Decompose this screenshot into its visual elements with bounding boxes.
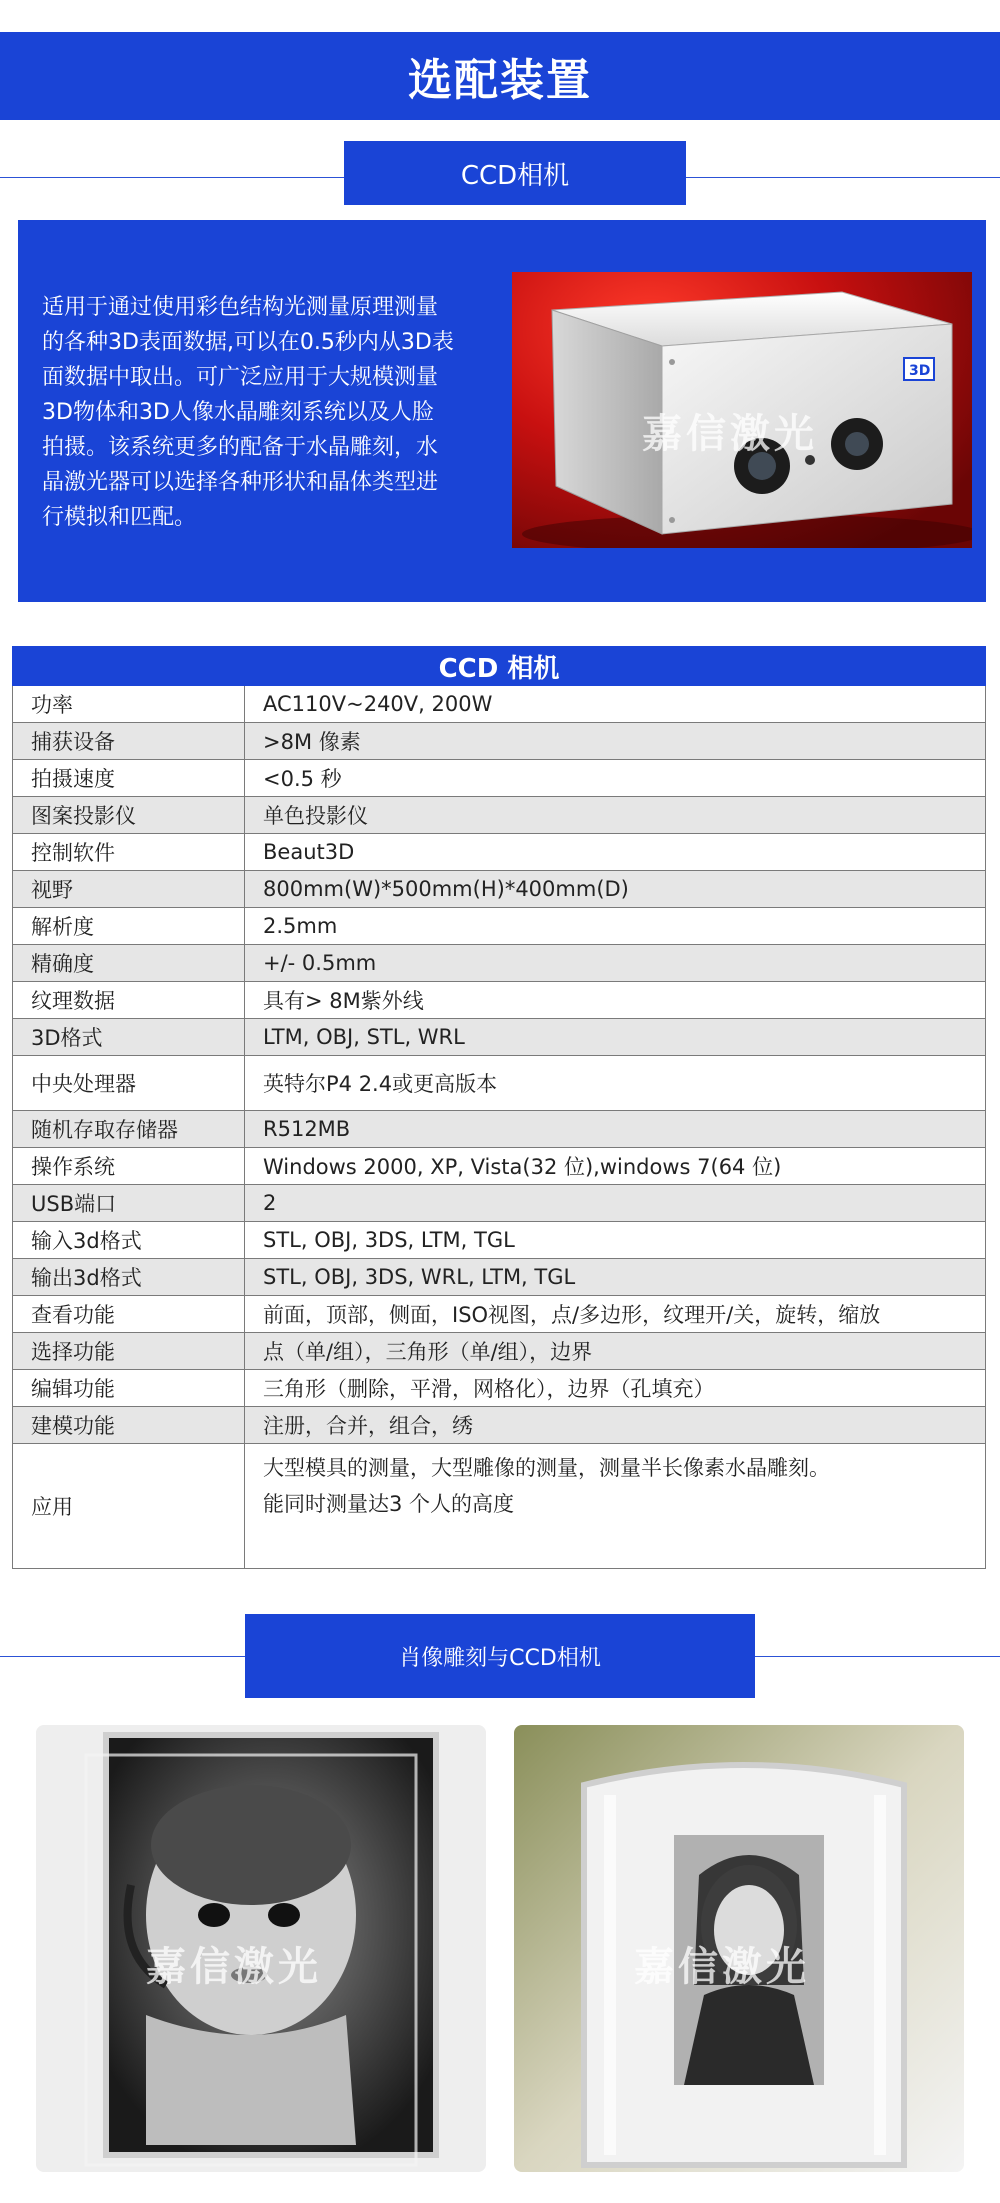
application-line: 能同时测量达3 个人的高度 — [263, 1492, 515, 1516]
spec-key: 精确度 — [13, 945, 245, 982]
spec-key: 随机存取存储器 — [13, 1111, 245, 1148]
spec-key: 控制软件 — [13, 834, 245, 871]
spec-key: 拍摄速度 — [13, 760, 245, 797]
table-row — [13, 945, 986, 982]
spec-value: AC110V~240V, 200W — [245, 686, 986, 723]
spec-value: 800mm(W)*500mm(H)*400mm(D) — [245, 871, 986, 908]
table-row — [13, 686, 986, 723]
spec-value: 前面，顶部，侧面，ISO视图，点/多边形，纹理开/关，旋转，缩放 — [245, 1296, 986, 1333]
spec-key: 解析度 — [13, 908, 245, 945]
table-row — [13, 723, 986, 760]
photo-watermark: 嘉信激光 — [642, 411, 818, 457]
ccd-camera-photo — [512, 272, 972, 548]
portrait-section-tab — [245, 1614, 755, 1698]
description-line: 晶激光器可以选择各种形状和晶体类型进 — [42, 470, 439, 495]
table-row — [13, 1407, 986, 1444]
ccd-spec-table — [12, 646, 986, 1569]
spec-value: 单色投影仪 — [245, 797, 986, 834]
table-row — [13, 1148, 986, 1185]
spec-value: 点（单/组），三角形（单/组），边界 — [245, 1333, 986, 1370]
application-line: 大型模具的测量，大型雕像的测量，测量半长像素水晶雕刻。 — [263, 1456, 830, 1480]
spec-key: 中央处理器 — [13, 1056, 245, 1111]
spec-value: R512MB — [245, 1111, 986, 1148]
spec-key: 查看功能 — [13, 1296, 245, 1333]
description-line: 的各种3D表面数据,可以在0.5秒内从3D表 — [42, 330, 454, 355]
spec-key: 应用 — [13, 1444, 245, 1569]
table-row — [13, 797, 986, 834]
spec-table-title: CCD 相机 — [13, 647, 986, 686]
spec-value: 注册，合并，组合，绣 — [245, 1407, 986, 1444]
table-row — [13, 1111, 986, 1148]
spec-key: 纹理数据 — [13, 982, 245, 1019]
photo-watermark: 嘉信激光 — [146, 1944, 322, 1990]
spec-value: +/- 0.5mm — [245, 945, 986, 982]
spec-key: 输出3d格式 — [13, 1259, 245, 1296]
table-row — [13, 1222, 986, 1259]
crystal-portrait-girl — [514, 1725, 964, 2172]
table-row — [13, 1370, 986, 1407]
spec-value: 三角形（删除，平滑，网格化），边界（孔填充） — [245, 1370, 986, 1407]
spec-key: 功率 — [13, 686, 245, 723]
spec-value: Beaut3D — [245, 834, 986, 871]
table-row — [13, 908, 986, 945]
spec-key: 建模功能 — [13, 1407, 245, 1444]
spec-value: STL, OBJ, 3DS, WRL, LTM, TGL — [245, 1259, 986, 1296]
table-row — [13, 760, 986, 797]
table-row — [13, 1056, 986, 1111]
ccd-intro-box — [18, 220, 986, 602]
spec-value: STL, OBJ, 3DS, LTM, TGL — [245, 1222, 986, 1259]
table-row — [13, 1185, 986, 1222]
spec-value — [245, 1444, 986, 1569]
table-row — [13, 834, 986, 871]
spec-value: 具有> 8M紫外线 — [245, 982, 986, 1019]
spec-key: 图案投影仪 — [13, 797, 245, 834]
crystal-portrait-baby — [36, 1725, 486, 2172]
table-row — [13, 871, 986, 908]
spec-value: <0.5 秒 — [245, 760, 986, 797]
ccd-section-tab — [344, 141, 686, 205]
spec-key: 编辑功能 — [13, 1370, 245, 1407]
spec-value: 2 — [245, 1185, 986, 1222]
description-line: 3D物体和3D人像水晶雕刻系统以及人脸 — [42, 400, 434, 425]
table-row — [13, 1019, 986, 1056]
spec-key: 选择功能 — [13, 1333, 245, 1370]
description-line: 适用于通过使用彩色结构光测量原理测量 — [42, 295, 439, 320]
spec-key: 输入3d格式 — [13, 1222, 245, 1259]
spec-value: 英特尔P4 2.4或更高版本 — [245, 1056, 986, 1111]
description-line: 行模拟和匹配。 — [42, 505, 197, 530]
spec-value: Windows 2000, XP, Vista(32 位),windows 7(64 位) — [245, 1148, 986, 1185]
spec-key: 操作系统 — [13, 1148, 245, 1185]
spec-key: 视野 — [13, 871, 245, 908]
spec-key: USB端口 — [13, 1185, 245, 1222]
table-row — [13, 982, 986, 1019]
spec-value: 2.5mm — [245, 908, 986, 945]
photo-watermark: 嘉信激光 — [634, 1944, 810, 1990]
3d-logo-text: 3D — [909, 363, 931, 379]
spec-value: >8M 像素 — [245, 723, 986, 760]
table-row — [13, 1296, 986, 1333]
spec-value: LTM, OBJ, STL, WRL — [245, 1019, 986, 1056]
description-line: 面数据中取出。可广泛应用于大规模测量 — [42, 365, 439, 390]
ccd-section-label: CCD相机 — [460, 160, 570, 191]
portrait-section-label: 肖像雕刻与CCD相机 — [399, 1645, 601, 1671]
table-row — [13, 1333, 986, 1370]
spec-key: 捕获设备 — [13, 723, 245, 760]
table-row — [13, 1444, 986, 1569]
table-row — [13, 1259, 986, 1296]
description-line: 拍摄。该系统更多的配备于水晶雕刻，水 — [42, 435, 439, 460]
ccd-description — [42, 290, 502, 535]
banner-title: 选配装置 — [408, 55, 592, 106]
spec-key: 3D格式 — [13, 1019, 245, 1056]
top-banner — [0, 32, 1000, 120]
